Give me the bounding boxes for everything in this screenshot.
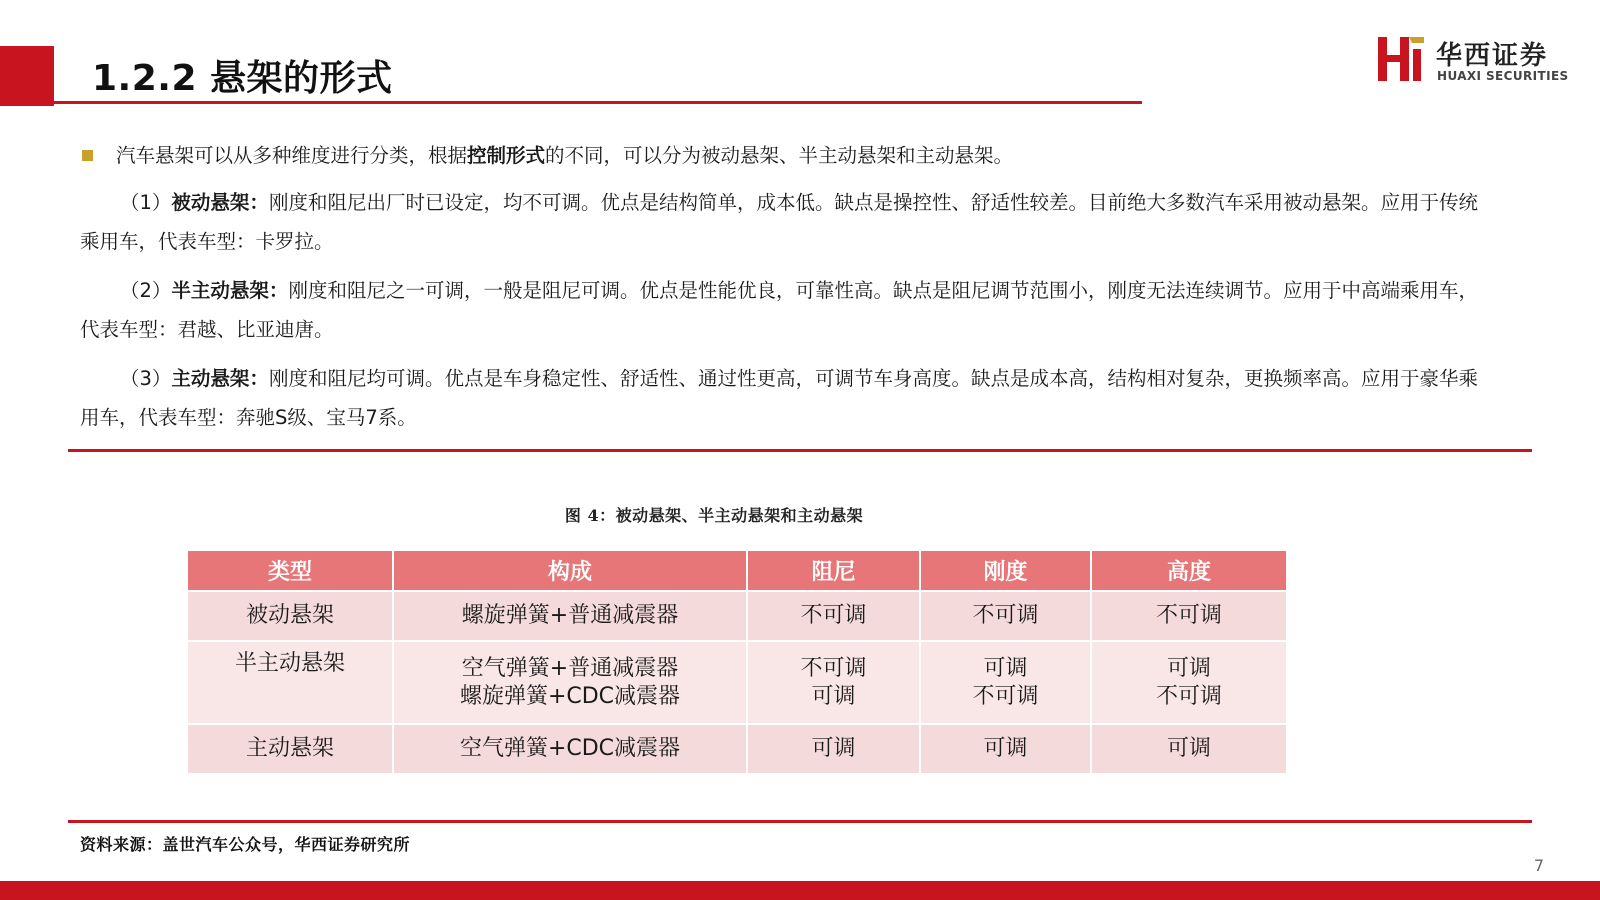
cell-line: 可调 bbox=[1166, 655, 1211, 681]
section-divider bbox=[68, 449, 1532, 452]
footer-divider bbox=[68, 820, 1532, 823]
item-text: 刚度和阻尼出厂时已设定，均不可调。优点是结构简单，成本低。缺点是操控性、舒适性较差。目前绝大多数汽车采用被动悬架。应用于传统乘用车，代表车型：卡罗拉。 bbox=[80, 191, 1478, 253]
intro-text-before: 汽车悬架可以从多种维度进行分类，根据 bbox=[116, 144, 468, 167]
intro-text-after: 的不同，可以分为被动悬架、半主动悬架和主动悬架。 bbox=[545, 144, 1014, 167]
table-cell-damping bbox=[747, 641, 920, 724]
cell-line: 空气弹簧+普通减震器 bbox=[461, 655, 679, 681]
company-logo bbox=[1378, 33, 1578, 85]
source-note: 资料来源：盖世汽车公众号，华西证券研究所 bbox=[80, 835, 411, 854]
table-cell-composition: 螺旋弹簧+普通减震器 bbox=[393, 591, 747, 641]
item-text: 刚度和阻尼均可调。优点是车身稳定性、舒适性、通过性更高，可调节车身高度。缺点是成本高，结构相对复杂，更换频率高。应用于豪华乘用车，代表车型：奔驰S级、宝马7系。 bbox=[80, 367, 1478, 429]
title-underline bbox=[54, 101, 1142, 104]
table-cell-damping: 可调 bbox=[747, 724, 920, 774]
item-prefix: （1） bbox=[120, 191, 172, 214]
cell-line: 不可调 bbox=[800, 655, 867, 681]
cell-line: 螺旋弹簧+CDC减震器 bbox=[459, 683, 681, 709]
table-cell-type: 半主动悬架 bbox=[187, 641, 393, 724]
logo-name-cn: 华西证券 bbox=[1436, 41, 1549, 71]
item-term: 被动悬架： bbox=[171, 191, 269, 214]
table-cell-type: 被动悬架 bbox=[187, 591, 393, 641]
item-text: 刚度和阻尼之一可调，一般是阻尼可调。优点是性能优良，可靠性高。缺点是阻尼调节范围小，刚度无法连续调节。应用于中高端乘用车，代表车型：君越、比亚迪唐。 bbox=[80, 279, 1478, 341]
figure-caption: 图 4：被动悬架、半主动悬架和主动悬架 bbox=[564, 506, 864, 525]
footer-bar bbox=[0, 881, 1600, 900]
table-header-cell: 刚度 bbox=[920, 550, 1091, 591]
page-title: 1.2.2 悬架的形式 bbox=[92, 58, 393, 99]
item-semi-active bbox=[80, 271, 1480, 349]
cell-line: 不可调 bbox=[972, 683, 1039, 709]
item-prefix: （2） bbox=[120, 279, 172, 302]
item-passive bbox=[80, 183, 1480, 261]
table-row bbox=[187, 641, 1287, 724]
table-cell-height: 不可调 bbox=[1091, 591, 1287, 641]
bullet-square-icon bbox=[82, 150, 93, 161]
table-cell-composition bbox=[393, 641, 747, 724]
suspension-comparison-table bbox=[186, 549, 1288, 775]
item-term: 半主动悬架： bbox=[171, 279, 289, 302]
table-cell-damping: 不可调 bbox=[747, 591, 920, 641]
table-cell-stiffness: 不可调 bbox=[920, 591, 1091, 641]
logo-name-en: HUAXI SECURITIES bbox=[1437, 69, 1569, 83]
intro-paragraph bbox=[80, 136, 1480, 175]
cell-line: 可调 bbox=[811, 683, 856, 709]
page-number: 7 bbox=[1533, 856, 1544, 875]
table-cell-height: 可调 bbox=[1091, 724, 1287, 774]
item-prefix: （3） bbox=[120, 367, 172, 390]
cell-line: 不可调 bbox=[1155, 683, 1222, 709]
cell-line: 可调 bbox=[983, 655, 1028, 681]
item-term: 主动悬架： bbox=[171, 367, 269, 390]
table-header-row bbox=[187, 550, 1287, 591]
table-cell-stiffness: 可调 bbox=[920, 724, 1091, 774]
table-header-cell: 高度 bbox=[1091, 550, 1287, 591]
table-row bbox=[187, 591, 1287, 641]
table-header-cell: 类型 bbox=[187, 550, 393, 591]
title-accent-block bbox=[0, 46, 54, 106]
table-header-cell: 阻尼 bbox=[747, 550, 920, 591]
table-header-cell: 构成 bbox=[393, 550, 747, 591]
huaxi-logo-icon bbox=[1378, 35, 1424, 83]
table-cell-height bbox=[1091, 641, 1287, 724]
table-cell-composition: 空气弹簧+CDC减震器 bbox=[393, 724, 747, 774]
table-cell-stiffness bbox=[920, 641, 1091, 724]
item-active bbox=[80, 359, 1480, 437]
table-row bbox=[187, 724, 1287, 774]
intro-text-bold: 控制形式 bbox=[467, 144, 546, 167]
table-cell-type: 主动悬架 bbox=[187, 724, 393, 774]
body-text bbox=[80, 136, 1480, 447]
